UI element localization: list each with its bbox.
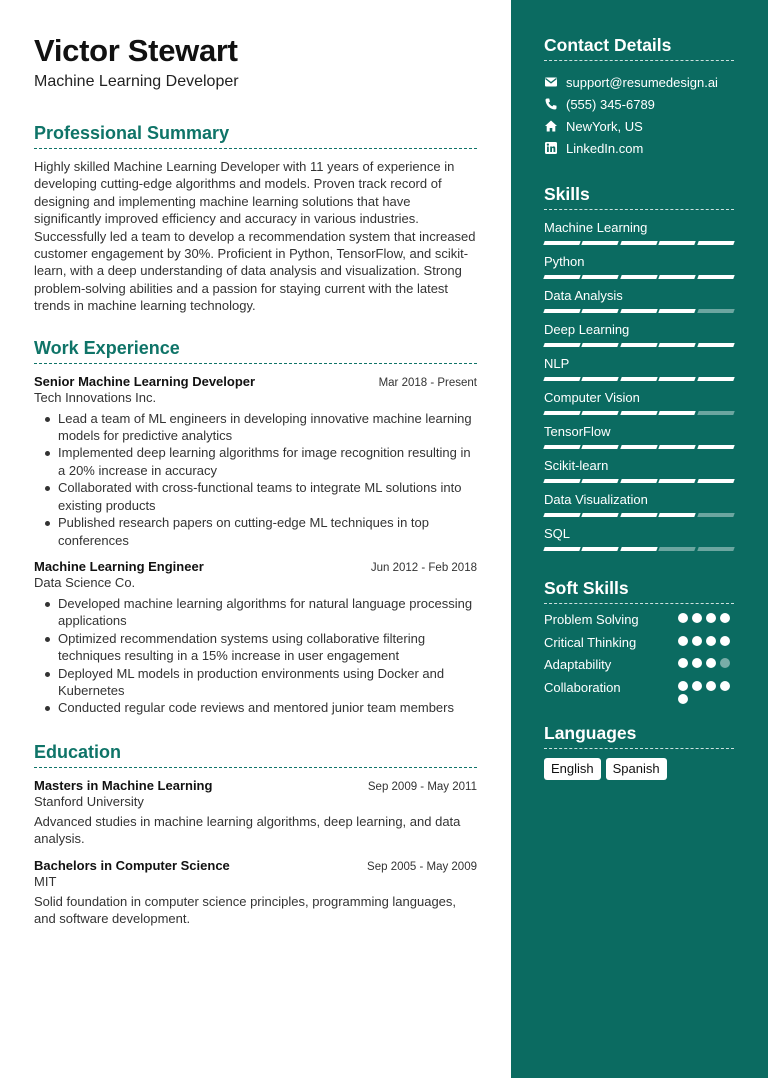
rating-dot: [720, 658, 730, 668]
skill-level-segment: [697, 377, 735, 381]
skill-level-bar: [544, 377, 734, 381]
language-tag: Spanish: [606, 758, 667, 780]
contact-heading: Contact Details: [544, 34, 734, 61]
soft-skill-name: Adaptability: [544, 657, 612, 672]
skill-level-bar: [544, 275, 734, 279]
contact-list: [544, 71, 734, 159]
education-date: Sep 2005 - May 2009: [367, 860, 477, 873]
skill-level-segment: [582, 513, 620, 517]
skill-level-segment: [697, 411, 735, 415]
skill-name: Computer Vision: [544, 390, 640, 405]
language-tag: English: [544, 758, 601, 780]
skill-level-bar: [544, 309, 734, 313]
skill-level-segment: [697, 241, 735, 245]
skill-level-segment: [697, 445, 735, 449]
home-icon: [544, 119, 558, 133]
rating-dot: [678, 636, 688, 646]
skill-level-segment: [582, 479, 620, 483]
skill-level-segment: [697, 275, 735, 279]
skill-name: Deep Learning: [544, 322, 630, 337]
skill-level-segment: [658, 377, 696, 381]
languages-heading: Languages: [544, 722, 734, 749]
soft-skill-name: Critical Thinking: [544, 634, 637, 650]
skill-item: [544, 356, 734, 381]
skill-level-segment: [620, 343, 658, 347]
job-bullet: Conducted regular code reviews and mentored junior team members: [43, 699, 477, 716]
phone-icon: [544, 97, 558, 111]
job-company: Tech Innovations Inc.: [34, 389, 157, 405]
skill-level-segment: [582, 309, 620, 313]
rating-dot: [720, 636, 730, 646]
job-bullet: Collaborated with cross-functional teams to integrate ML solutions into existing products: [43, 479, 477, 514]
rating-dot: [692, 658, 702, 668]
job-bullet: Implemented deep learning algorithms for image recognition resulting in a 20% increase in accuracy: [43, 444, 477, 479]
skill-level-segment: [658, 513, 696, 517]
rating-dot: [678, 613, 688, 623]
rating-dot: [706, 613, 716, 623]
education-description: Solid foundation in computer science principles, programming languages, and software development.: [34, 893, 457, 926]
skill-level-segment: [658, 479, 696, 483]
rating-dot: [720, 681, 730, 691]
skill-level-segment: [658, 411, 696, 415]
skill-level-segment: [620, 275, 658, 279]
skill-level-segment: [697, 343, 735, 347]
skill-level-segment: [543, 445, 581, 449]
contact-linkedin[interactable]: [544, 137, 734, 159]
languages-list: [544, 758, 734, 780]
skill-level-segment: [697, 547, 735, 551]
skill-item: [544, 288, 734, 313]
skill-level-bar: [544, 513, 734, 517]
soft-skill-rating: [678, 657, 734, 668]
soft-skill-item: [544, 635, 734, 658]
skill-level-segment: [543, 547, 581, 551]
education-entry: [34, 858, 477, 928]
skill-level-segment: [658, 241, 696, 245]
rating-dot: [692, 613, 702, 623]
skill-item: [544, 254, 734, 279]
skill-level-segment: [543, 377, 581, 381]
soft-skill-rating: [678, 680, 734, 704]
summary-heading: Professional Summary: [34, 122, 477, 149]
skill-item: [544, 424, 734, 449]
rating-dot: [678, 681, 688, 691]
contact-phone-text: (555) 345-6789: [566, 96, 655, 112]
skill-level-segment: [543, 275, 581, 279]
job-entry: [34, 559, 477, 717]
education-heading: Education: [34, 741, 477, 768]
skill-item: [544, 220, 734, 245]
skill-name: Data Analysis: [544, 288, 623, 303]
skill-level-segment: [582, 377, 620, 381]
school-name: Stanford University: [34, 793, 144, 809]
skill-item: [544, 322, 734, 347]
job-bullet: Deployed ML models in production environments using Docker and Kubernetes: [43, 665, 477, 700]
contact-location: [544, 115, 734, 137]
skill-item: [544, 458, 734, 483]
skill-level-segment: [543, 479, 581, 483]
skill-level-segment: [658, 309, 696, 313]
skill-level-segment: [658, 445, 696, 449]
skill-level-segment: [620, 241, 658, 245]
skill-level-segment: [543, 343, 581, 347]
skill-level-bar: [544, 241, 734, 245]
linkedin-icon: [544, 141, 558, 155]
soft-skill-item: [544, 680, 734, 704]
rating-dot: [706, 636, 716, 646]
skill-level-segment: [620, 547, 658, 551]
skill-level-segment: [620, 513, 658, 517]
skill-level-segment: [697, 309, 735, 313]
skill-level-segment: [620, 479, 658, 483]
education-date: Sep 2009 - May 2011: [367, 780, 477, 793]
job-bullet: Lead a team of ML engineers in developing innovative machine learning models for predictive analytics: [43, 410, 477, 445]
skill-level-segment: [582, 275, 620, 279]
skill-level-segment: [697, 479, 735, 483]
education-description: Advanced studies in machine learning algorithms, deep learning, and data analysis.: [34, 813, 461, 847]
skill-level-segment: [620, 309, 658, 313]
skill-level-segment: [582, 241, 620, 245]
skill-level-segment: [697, 513, 735, 517]
skill-name: Data Visualization: [544, 492, 648, 507]
skill-level-segment: [620, 411, 658, 415]
job-title: Machine Learning Engineer: [34, 558, 204, 574]
sidebar: [511, 0, 768, 1078]
soft-skill-item: [544, 657, 734, 680]
candidate-name: Victor Stewart: [34, 33, 238, 68]
work-experience-heading: Work Experience: [34, 337, 477, 364]
skill-level-segment: [543, 513, 581, 517]
rating-dot: [720, 613, 730, 623]
skills-heading: Skills: [544, 183, 734, 210]
skill-level-segment: [658, 275, 696, 279]
job-bullets: [34, 410, 477, 549]
job-date: Mar 2018 - Present: [378, 376, 477, 389]
job-bullets: [34, 595, 477, 717]
envelope-icon: [544, 75, 558, 89]
skill-name: TensorFlow: [544, 424, 611, 439]
skill-level-segment: [543, 411, 581, 415]
skill-level-segment: [658, 547, 696, 551]
skill-level-bar: [544, 479, 734, 483]
skill-level-bar: [544, 547, 734, 551]
skill-level-bar: [544, 343, 734, 347]
skill-level-segment: [543, 241, 581, 245]
job-bullet: Optimized recommendation systems using collaborative filtering techniques resulting in a 15% increase in user engagement: [43, 630, 477, 665]
skill-level-segment: [620, 377, 658, 381]
rating-dot: [692, 636, 702, 646]
skill-level-segment: [543, 309, 581, 313]
rating-dot: [692, 681, 702, 691]
skill-name: Scikit-learn: [544, 458, 609, 473]
rating-dot: [706, 658, 716, 668]
contact-email-text: support@resumedesign.ai: [566, 74, 718, 90]
skill-name: Python: [544, 254, 585, 269]
contact-linkedin-text: LinkedIn.com: [566, 140, 644, 156]
education-entry: [34, 778, 477, 848]
skill-name: Machine Learning: [544, 220, 648, 235]
school-name: MIT: [34, 873, 57, 889]
job-date: Jun 2012 - Feb 2018: [370, 561, 477, 574]
soft-skill-item: [544, 612, 734, 635]
degree-title: Masters in Machine Learning: [34, 777, 213, 793]
skill-item: [544, 492, 734, 517]
contact-email[interactable]: [544, 71, 734, 93]
soft-skill-name: Problem Solving: [544, 612, 639, 627]
soft-skill-rating: [678, 635, 734, 646]
rating-dot: [706, 681, 716, 691]
skill-level-segment: [620, 445, 658, 449]
summary-text: Highly skilled Machine Learning Developer with 11 years of experience in developing cutting-edge algorithms and models. Proven track record of designing and implementing machine learning solutions that have significantly improved efficiency and accuracy in various industries. Successfully led a team to develop a recommendation system that increased customer engagement by 30%. Proficient in Python, TensorFlow, and scikit-learn, with a deep understanding of data analysis and visualization. Strong problem-solving abilities and a passion for staying current with the latest trends in machine learning technology.: [34, 159, 476, 314]
degree-title: Bachelors in Computer Science: [34, 857, 230, 873]
job-company: Data Science Co.: [34, 574, 136, 590]
soft-skill-rating: [678, 612, 734, 623]
skill-level-bar: [544, 445, 734, 449]
job-title: Senior Machine Learning Developer: [34, 373, 256, 389]
rating-dot: [678, 658, 688, 668]
skill-level-segment: [582, 343, 620, 347]
job-bullet: Published research papers on cutting-edge ML techniques in top conferences: [43, 514, 477, 549]
skill-item: [544, 526, 734, 551]
skill-name: NLP: [544, 356, 570, 371]
skill-level-bar: [544, 411, 734, 415]
contact-location-text: NewYork, US: [566, 118, 643, 134]
job-bullet: Developed machine learning algorithms for natural language processing applications: [43, 595, 477, 630]
candidate-role: Machine Learning Developer: [34, 73, 239, 90]
skill-name: SQL: [544, 526, 571, 541]
skills-list: [544, 220, 734, 551]
soft-skills-heading: Soft Skills: [544, 577, 734, 604]
skill-level-segment: [582, 411, 620, 415]
skill-level-segment: [582, 547, 620, 551]
soft-skills-list: [544, 612, 734, 704]
skill-level-segment: [658, 343, 696, 347]
job-entry: [34, 374, 477, 549]
skill-level-segment: [582, 445, 620, 449]
rating-dot: [678, 694, 688, 704]
soft-skill-name: Collaboration: [544, 679, 621, 695]
skill-item: [544, 390, 734, 415]
contact-phone[interactable]: [544, 93, 734, 115]
